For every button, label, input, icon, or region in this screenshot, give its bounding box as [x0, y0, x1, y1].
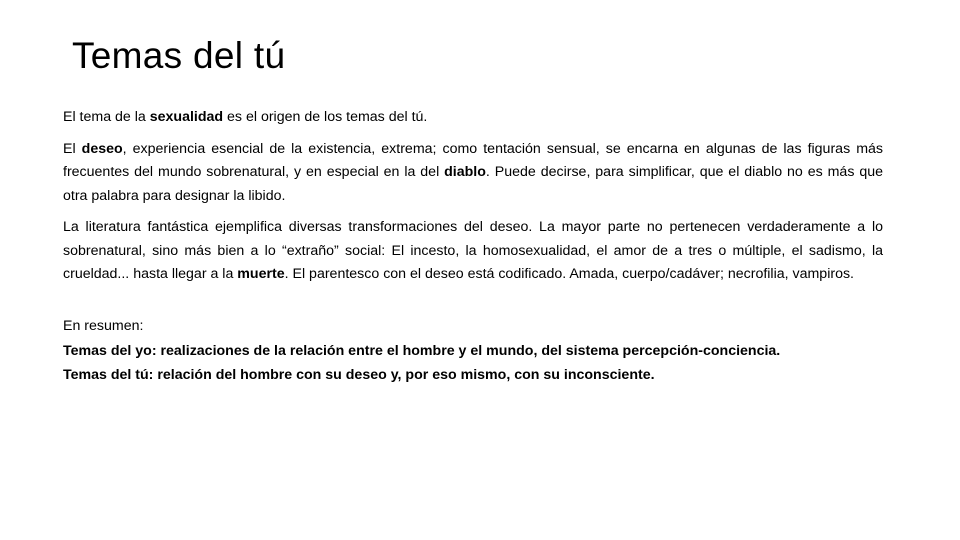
p2-bold-diablo: diablo — [444, 164, 486, 180]
paragraph-literatura — [63, 216, 883, 287]
p1-text-2: es el origen de los temas del tú. — [223, 109, 428, 125]
p3-text-2: . El parentesco con el deseo está codificado. Amada, cuerpo/cadáver; necrofilia, vampiros. — [284, 266, 854, 282]
p1-text-1: El tema de la — [63, 109, 150, 125]
p1-bold-sexualidad: sexualidad — [149, 109, 224, 125]
summary-temas-del-yo: Temas del yo: realizaciones de la relación entre el hombre y el mundo, del sistema percepción-conciencia. — [63, 343, 781, 359]
paragraph-sexualidad — [63, 106, 883, 130]
slide-title: Temas del tú — [72, 35, 286, 76]
p2-bold-deseo: deseo — [81, 140, 123, 157]
p2-text-1: El — [63, 140, 82, 157]
paragraph-deseo — [63, 138, 883, 209]
slide-body — [63, 106, 883, 387]
p3-bold-muerte: muerte — [237, 266, 285, 282]
p3-text-1: La literatura fantástica ejemplifica diversas transformaciones del deseo. La mayor parte no pertenecen verdaderamente a lo sobrenatural, sino más bien a lo “extraño” social: El incesto, la homosexualidad, el amor de a tres o múltiple, el sadismo, la crueldad... hasta llegar a la — [63, 219, 883, 282]
summary-temas-del-tu: Temas del tú: relación del hombre con su deseo y, por eso mismo, con su inconsciente. — [63, 366, 655, 383]
p2-text-3: . Puede decirse, para simplificar, que el diablo no es más que otra palabra para designar la libido. — [63, 164, 883, 204]
summary-label: En resumen: — [63, 317, 144, 334]
p2-text-2: , experiencia esencial de la existencia, extrema; como tentación sensual, se encarna en algunas de las figuras más frecuentes del mundo sobrenatural, y en especial en la del — [63, 140, 883, 180]
